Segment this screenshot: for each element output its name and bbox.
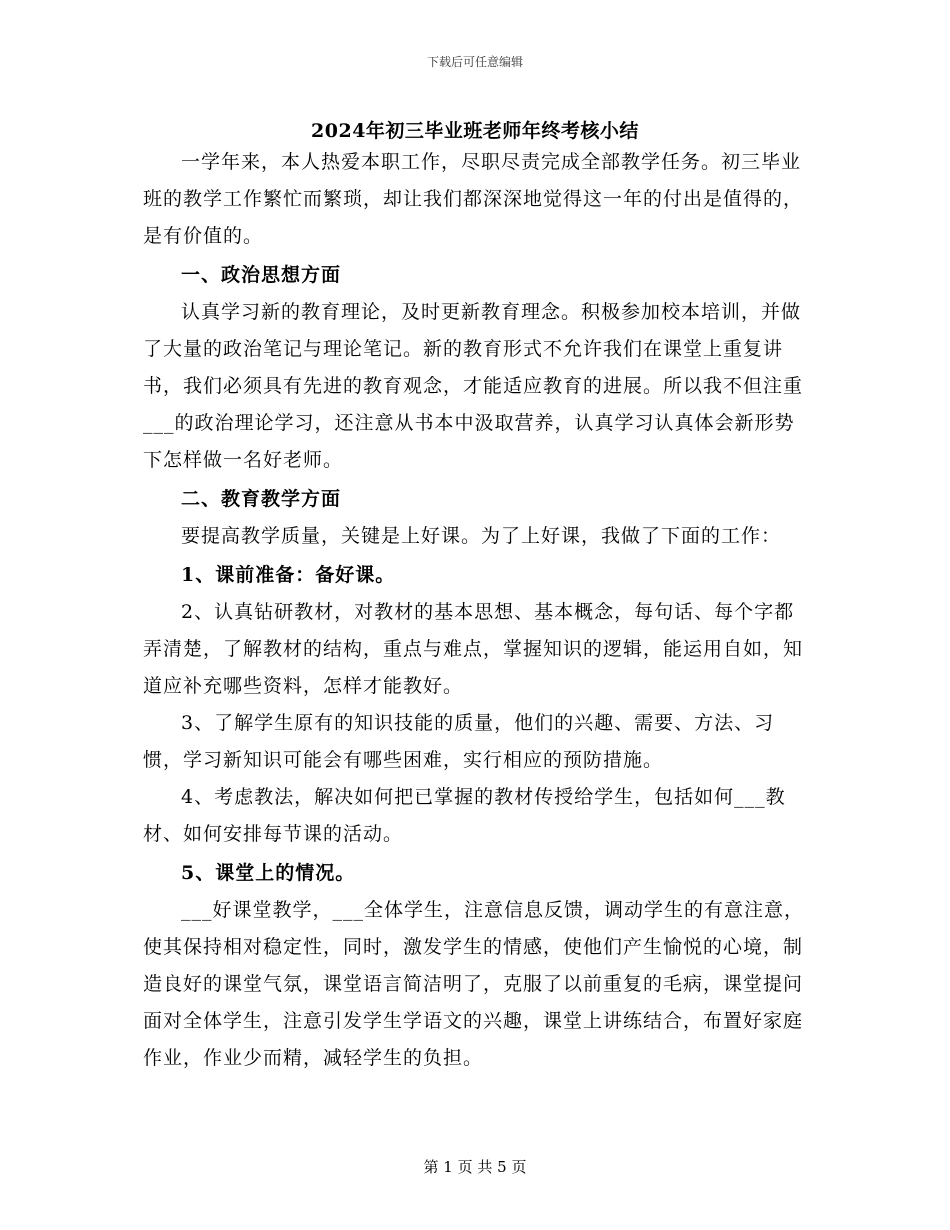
section-heading-teaching: 二、教育教学方面 [181,488,342,510]
header-note: 下载后可任意编辑 [426,55,523,69]
subheading-classroom: 5、课堂上的情况。 [181,862,356,884]
intro-paragraph: 一学年来，本人热爱本职工作，尽职尽责完成全部教学任务。初三毕业班的教学工作繁忙而繁琐，却让我们都深深地觉得这一年的付出是值得的，是有价值的。 [143,151,804,247]
paragraph-item-2: 2、认真钻研教材，对教材的基本思想、基本概念，每句话、每个字都弄清楚，了解教材的结构，重点与难点，掌握知识的逻辑，能运用自如，知道应补充哪些资料，怎样才能教好。 [143,601,804,697]
document-body [143,144,809,1077]
paragraph-item-3: 3、了解学生原有的知识技能的质量，他们的兴趣、需要、方法、习惯，学习新知识可能会有哪些困难，实行相应的预防措施。 [143,712,775,771]
paragraph-item-4: 4、考虑教法，解决如何把已掌握的教材传授给学生，包括如何___教材、如何安排每节课的活动。 [143,786,786,845]
section-heading-politics: 一、政治思想方面 [181,264,342,286]
page-footer: 第 1 页 共 5 页 [423,1158,527,1176]
subheading-preparation: 1、课前准备：备好课。 [181,564,396,586]
document-title: 2024年初三毕业班老师年终考核小结 [311,120,639,142]
paragraph-politics: 认真学习新的教育理论，及时更新教育理念。积极参加校本培训，并做了大量的政治笔记与理论笔记。新的教育形式不允许我们在课堂上重复讲书，我们必须具有先进的教育观念，才能适应教育的进展。所以我不但注重___的政治理论学习，还注意从书本中汲取营养，认真学习认真体会新形势下怎样做一名好老师。 [143,301,804,471]
paragraph-teaching-intro: 要提高教学质量，关键是上好课。为了上好课，我做了下面的工作： [181,525,782,547]
paragraph-classroom: ___好课堂教学，___全体学生，注意信息反馈，调动学生的有意注意，使其保持相对稳定性，同时，激发学生的情感，使他们产生愉悦的心境，制造良好的课堂气氛，课堂语言简洁明了，克服了以前重复的毛病，课堂提问面对全体学生，注意引发学生学语文的兴趣，课堂上讲练结合，布置好家庭作业，作业少而精，减轻学生的负担。 [143,899,805,1069]
